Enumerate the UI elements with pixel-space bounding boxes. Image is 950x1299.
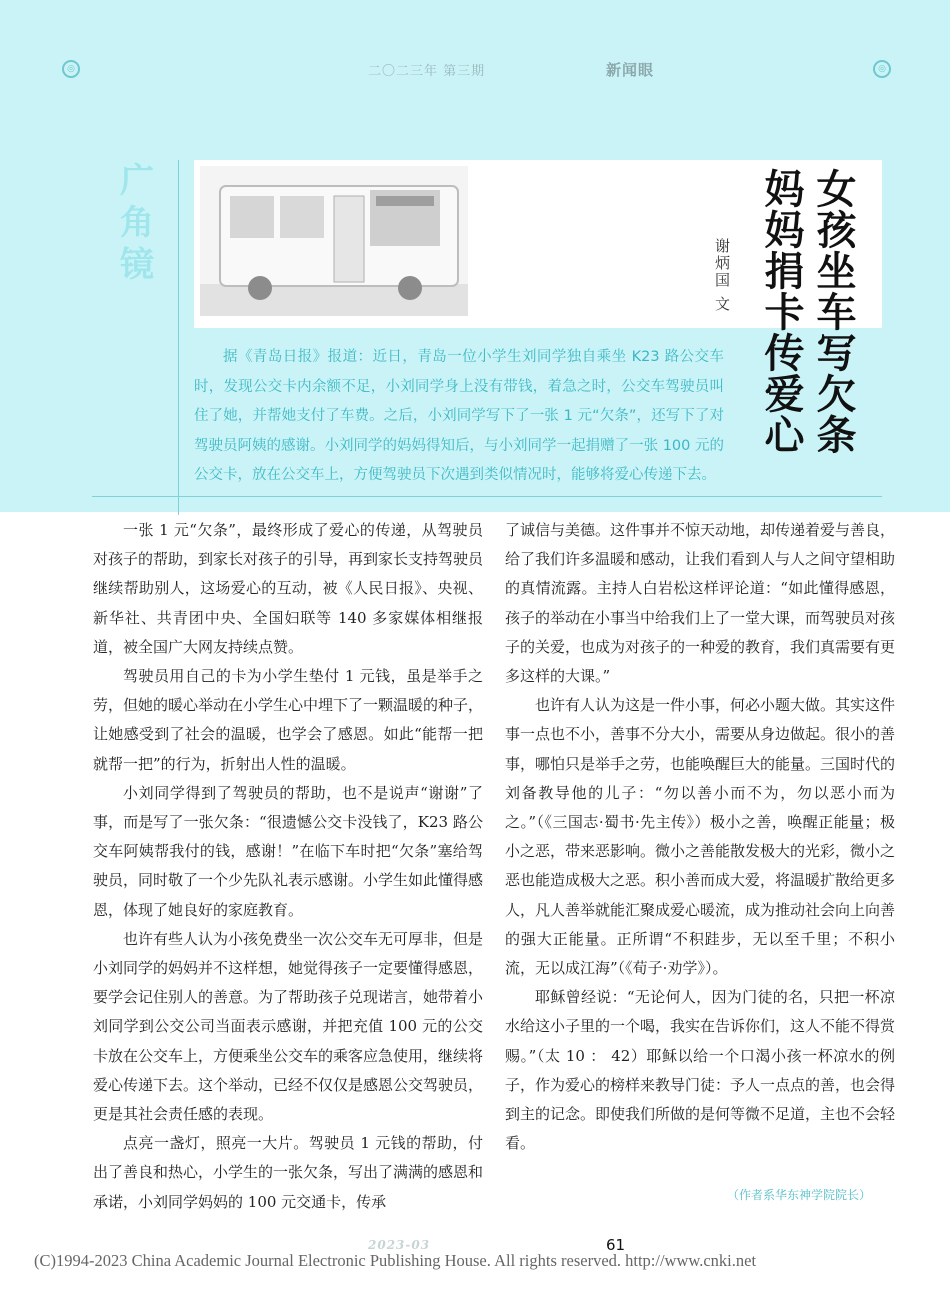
- left-column: [93, 516, 483, 1217]
- author-byline: 谢炳国 文: [713, 238, 731, 313]
- right-column: [505, 516, 895, 1158]
- circle-logo-icon: ◎: [62, 60, 80, 78]
- column-label: 广角镜: [120, 161, 154, 285]
- copyright-line: (C)1994-2023 China Academic Journal Electronic Publishing House. All rights reserved. http://www.cnki.net: [34, 1251, 757, 1270]
- bus-photo: [200, 166, 468, 316]
- body-paragraph: 一张 1 元“欠条”，最终形成了爱心的传递，从驾驶员对孩子的帮助，到家长对孩子的引导，再到家长支持驾驶员继续帮助别人，这场爱心的互动，被《人民日报》、央视、新华社、共青团中央、全国妇联等 140 多家媒体相继报道，被全国广大网友持续点赞。: [93, 521, 484, 656]
- body-paragraph: 耶稣曾经说：“无论何人，因为门徒的名，只把一杯凉水给这小子里的一个喝，我实在告诉你们，这人不能不得赏赐。”（太 10 ： 42）耶稣以给一个口渴小孩一杯凉水的例子，作为爱心的榜样来教导门徒：予人一点点的善，也会得到主的记念。即使我们所做的是何等微不足道，主也不会轻看。: [505, 988, 896, 1153]
- footer-date: 2023-03: [368, 1238, 431, 1252]
- author-note: （作者系华东神学院院长）: [727, 1188, 872, 1202]
- body-paragraph: 点亮一盏灯，照亮一大片。驾驶员 1 元钱的帮助，付出了善良和热心，小学生的一张欠条，写出了满满的感恩和承诺，小刘同学妈妈的 100 元交通卡，传承: [93, 1134, 484, 1211]
- title-line-1: 女孩坐车写欠条: [810, 168, 856, 455]
- body-paragraph: 驾驶员用自己的卡为小学生垫付 1 元钱，虽是举手之劳，但她的暖心举动在小学生心中埋下了一颗温暖的种子，让她感受到了社会的温暖，也学会了感恩。如此“能帮一把就帮一把”的行为，折射出人性的温暖。: [93, 667, 484, 773]
- article-title: [758, 168, 856, 458]
- page-number: 61: [606, 1236, 626, 1254]
- issue-label: 二〇二三年 第三期: [368, 64, 486, 79]
- circle-logo-icon: ◎: [873, 60, 891, 78]
- body-paragraph: 也许有些人认为小孩免费坐一次公交车无可厚非，但是小刘同学的妈妈并不这样想，她觉得孩子一定要懂得感恩，要学会记住别人的善意。为了帮助孩子兑现诺言，她带着小刘同学到公交公司当面表示感谢，并把充值 100 元的公交卡放在公交车上，方便乘坐公交车的乘客应急使用，继续将爱心传递下去。这个举动，已经不仅仅是感恩公交驾驶员，更是其社会责任感的表现。: [93, 929, 484, 1124]
- body-paragraph: 也许有人认为这是一件小事，何必小题大做。其实这件事一点也不小，善事不分大小，需要从身边做起。很小的善事，哪怕只是举手之劳，也能唤醒巨大的能量。三国时代的刘备教导他的儿子：“勿以善小而不为，勿以恶小而为之。”（《三国志·蜀书·先主传》）极小之善，唤醒正能量；极小之恶，带来恶影响。微小之善能散发极大的光彩，微小之恶也能造成极大之恶。积小善而成大爱，将温暖扩散给更多人，凡人善举就能汇聚成爱心暖流，成为推动社会向上向善的强大正能量。正所谓“不积跬步，无以至千里；不积小流，无以成江海”（《荀子·劝学》）。: [505, 696, 896, 978]
- journal-name: 新闻眼: [606, 61, 655, 79]
- body-paragraph: 小刘同学得到了驾驶员的帮助，也不是说声“谢谢”了事，而是写了一张欠条：“很遗憾公交卡没钱了，K23 路公交车阿姨帮我付的钱，感谢！”在临下车时把“欠条”塞给驾驶员，同时敬了一个少先队礼表示感谢。小学生如此懂得感恩，体现了她良好的家庭教育。: [93, 783, 484, 919]
- title-line-2: 妈妈捐卡传爱心: [758, 168, 804, 455]
- horizontal-rule: [92, 496, 882, 497]
- vertical-rule: [178, 160, 179, 515]
- body-paragraph: 了诚信与美德。这件事并不惊天动地，却传递着爱与善良，给了我们许多温暖和感动，让我们看到人与人之间守望相助的真情流露。主持人白岩松这样评论道：“如此懂得感恩，孩子的举动在小事当中给我们上了一堂大课，而驾驶员对孩子的关爱，也成为对孩子的一种爱的教育，我们真需要有更多这样的大课。”: [505, 521, 896, 686]
- intro-paragraph: 据《青岛日报》报道：近日，青岛一位小学生刘同学独自乘坐 K23 路公交车时，发现公交卡内余额不足，小刘同学身上没有带钱，着急之时，公交车驾驶员叫住了她，并帮她支付了车费。之后，小刘同学写下了一张 1 元“欠条”，还写下了对驾驶员阿姨的感谢。小刘同学的妈妈得知后，与小刘同学一起捐赠了一张 100 元的公交卡，放在公交车上，方便驾驶员下次遇到类似情况时，能够将爱心传递下去。: [194, 349, 724, 483]
